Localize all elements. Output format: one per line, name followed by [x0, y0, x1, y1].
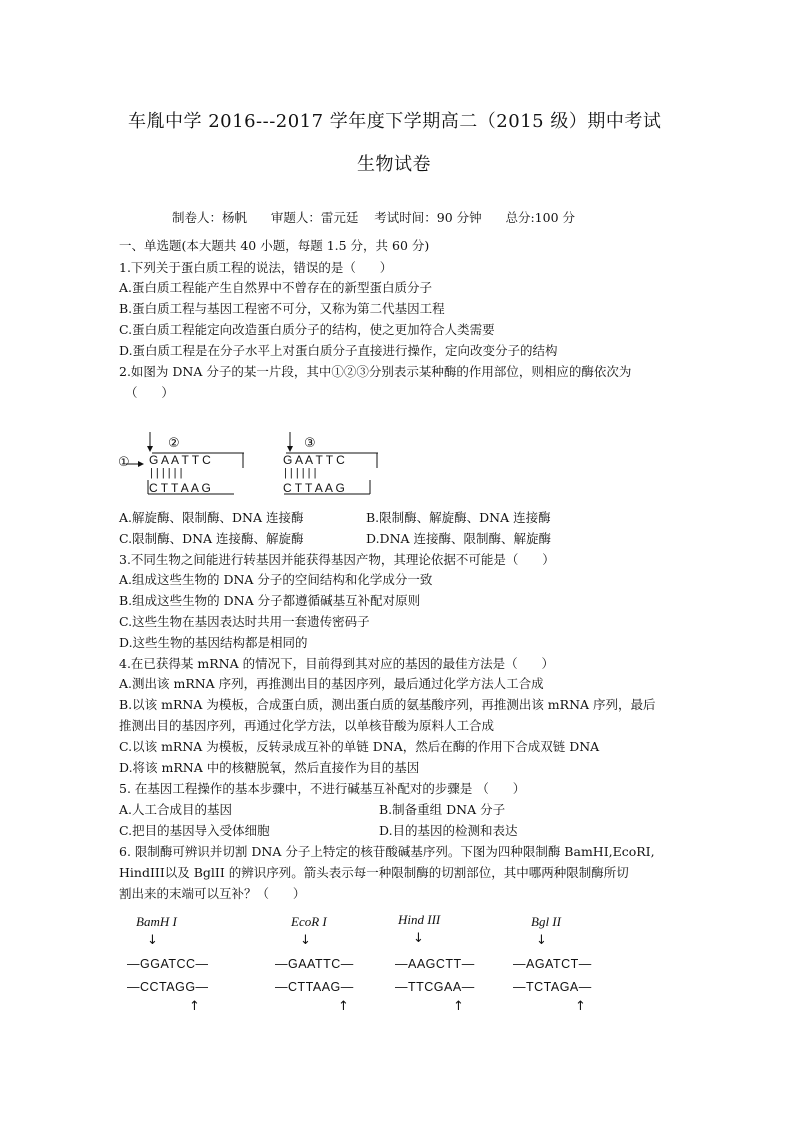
- q2-option-a: A.解旋酶、限制酶、DNA 连接酶: [119, 510, 304, 525]
- q1-option-c: C.蛋白质工程能定向改造蛋白质分子的结构，使之更加符合人类需要: [119, 322, 495, 337]
- q1-option-b: B.蛋白质工程与基因工程密不可分，又称为第二代基因工程: [119, 301, 445, 316]
- q6-stem-line3: 割出来的末端可以互补？（ ）: [119, 886, 306, 901]
- page-title: 车胤中学 2016---2017 学年度下学期高二（2015 级）期中考试: [128, 111, 662, 132]
- q4-option-d: D.将该 mRNA 中的核糖脱氧，然后直接作为目的基因: [119, 760, 420, 775]
- q3-stem: 3.不同生物之间能进行转基因并能获得基因产物，其理论依据不可能是（ ）: [119, 552, 555, 567]
- q3-option-b: B.组成这些生物的 DNA 分子都遵循碱基互补配对原则: [119, 593, 421, 608]
- bglii-bottom-strand: —TCTAGA—: [513, 980, 592, 994]
- bamhi-top-strand: —GGATCC—: [127, 957, 209, 971]
- enzyme-name-bglii: Bgl II: [531, 914, 561, 929]
- q5-option-b: B.制备重组 DNA 分子: [379, 802, 506, 817]
- strand-bottom-right: C T T A A G: [283, 481, 345, 495]
- hindiii-bottom-strand: —TTCGAA—: [395, 980, 475, 994]
- q1-option-a: A.蛋白质工程能产生自然界中不曾存在的新型蛋白质分子: [119, 280, 433, 295]
- section-heading: 一、单选题(本大题共 40 小题，每题 1.5 分，共 60 分): [119, 238, 430, 253]
- page-subtitle: 生物试卷: [357, 154, 431, 175]
- q2-option-d: D.DNA 连接酶、限制酶、解旋酶: [366, 531, 552, 546]
- q5-stem: 5. 在基因工程操作的基本步骤中，不进行碱基互补配对的步骤是 （ ）: [119, 781, 526, 796]
- cut-arrow-down-icon: ↓: [536, 933, 547, 948]
- cut-arrow-down-icon: ↓: [147, 933, 158, 948]
- enzyme-name-hindiii: Hind III: [398, 912, 441, 927]
- q4-option-c: C.以该 mRNA 为模板，反转录成互补的单链 DNA，然后在酶的作用下合成双链 DNA: [119, 739, 600, 754]
- cut-arrow-up-icon: ↑: [189, 999, 200, 1014]
- q3-option-a: A.组成这些生物的 DNA 分子的空间结构和化学成分一致: [119, 572, 433, 587]
- cut-arrow-up-icon: ↑: [338, 999, 349, 1014]
- strand-bottom-left: C T T A A G: [149, 481, 211, 495]
- hindiii-top-strand: —AAGCTT—: [395, 957, 475, 971]
- strand-top-right: G A A T T C: [283, 453, 345, 467]
- bamhi-bottom-strand: —CCTAGG—: [127, 980, 209, 994]
- bonds-left: | | | | | |: [150, 467, 183, 479]
- cut-arrow-down-icon: ↓: [413, 931, 424, 946]
- site-label-3: ③: [304, 435, 316, 450]
- q3-option-d: D.这些生物的基因结构都是相同的: [119, 635, 308, 650]
- cut-arrow-up-icon: ↑: [453, 999, 464, 1014]
- q6-stem-line2: HindIII以及 BglII 的辨识序列。箭头表示每一种限制酶的切割部位，其中哪两种限制酶所切: [119, 865, 629, 880]
- q5-option-c: C.把目的基因导入受体细胞: [119, 823, 270, 838]
- site-label-1: ①: [118, 454, 130, 469]
- q2-stem-paren: （ ）: [125, 385, 174, 400]
- cut-arrow-up-icon: ↑: [575, 999, 586, 1014]
- strand-top-left: G A A T T C: [149, 453, 211, 467]
- ecori-bottom-strand: —CTTAAG—: [275, 980, 354, 994]
- q4-stem: 4.在已获得某 mRNA 的情况下，目前得到其对应的基因的最佳方法是（ ）: [119, 656, 554, 671]
- q2-stem: 2.如图为 DNA 分子的某一片段，其中①②③分别表示某种酶的作用部位，则相应的酶依次为: [119, 364, 632, 379]
- q4-option-a: A.测出该 mRNA 序列，再推测出目的基因序列，最后通过化学方法人工合成: [119, 676, 544, 691]
- q4-option-b: B.以该 mRNA 为模板，合成蛋白质，测出蛋白质的氨基酸序列，再推测出该 mRNA 序列，最后: [119, 697, 656, 712]
- q5-option-d: D.目的基因的检测和表达: [379, 823, 518, 838]
- q6-stem: 6. 限制酶可辨识并切割 DNA 分子上特定的核苷酸碱基序列。下图为四种限制酶 BamHI,EcoRI,: [119, 844, 655, 859]
- enzyme-name-ecori: EcoR I: [291, 914, 327, 929]
- q4-option-b-cont: 推测出目的基因序列，再通过化学方法，以单核苷酸为原料人工合成: [119, 718, 495, 733]
- bonds-right: | | | | | |: [284, 467, 317, 479]
- site-label-2: ②: [168, 435, 180, 450]
- q1-stem: 1.下列关于蛋白质工程的说法，错误的是（ ）: [119, 260, 393, 275]
- q1-option-d: D.蛋白质工程是在分子水平上对蛋白质分子直接进行操作，定向改变分子的结构: [119, 343, 558, 358]
- cut-arrow-down-icon: ↓: [300, 933, 311, 948]
- ecori-top-strand: —GAATTC—: [275, 957, 354, 971]
- q5-option-a: A.人工合成目的基因: [119, 802, 233, 817]
- enzyme-name-bamhi: BamH I: [136, 914, 177, 929]
- q2-option-c: C.限制酶、DNA 连接酶、解旋酶: [119, 531, 304, 546]
- q3-option-c: C.这些生物在基因表达时共用一套遗传密码子: [119, 614, 370, 629]
- exam-meta: 制卷人：杨帆 审题人：雷元廷 考试时间：90 分钟 总分:100 分: [172, 210, 575, 225]
- bglii-top-strand: —AGATCT—: [513, 957, 592, 971]
- q2-option-b: B.限制酶、解旋酶、DNA 连接酶: [366, 510, 551, 525]
